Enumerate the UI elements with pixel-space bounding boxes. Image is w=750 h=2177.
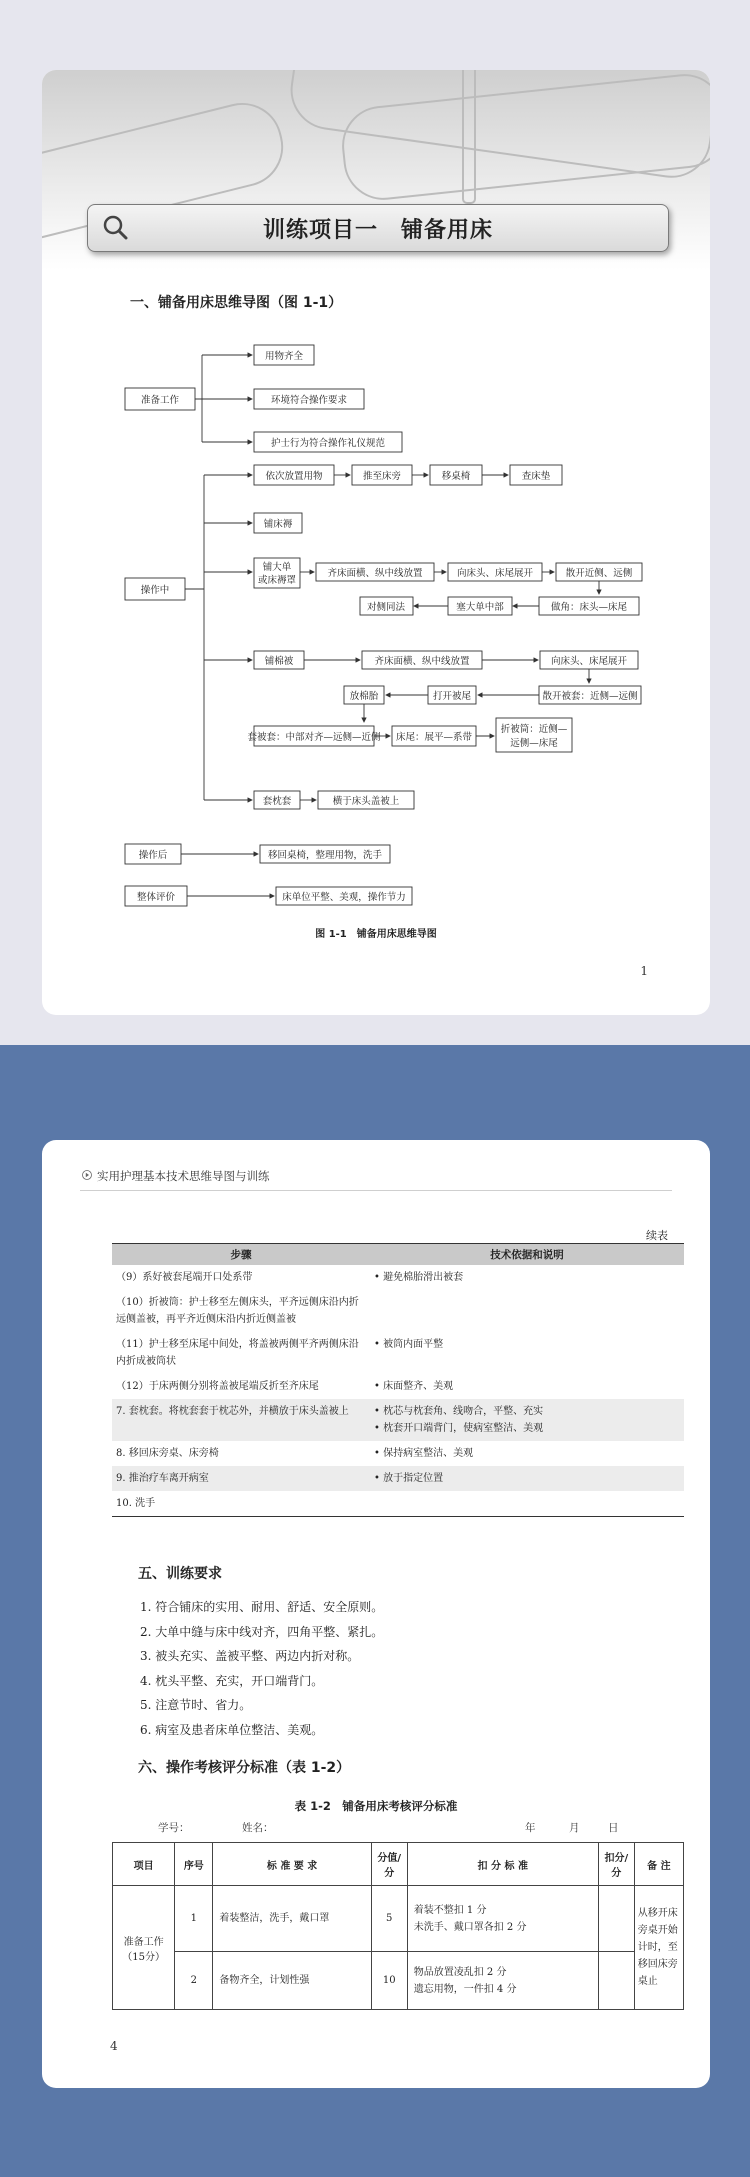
note-cell: 从移开床旁桌开始计时，至移回床旁桌止 <box>634 1886 683 2010</box>
list-item: 4. 枕头平整、充实，开口端背门。 <box>140 1673 324 1688</box>
score-header-score: 分值/分 <box>371 1843 407 1886</box>
node-prep-item-2-label: 环境符合操作要求 <box>270 395 348 406</box>
sig-month: 月 <box>569 1822 580 1834</box>
node-prep-item-1-label: 用物齐全 <box>264 351 304 362</box>
node-eval-item-label: 床单位平整、美观，操作节力 <box>282 892 406 903</box>
page-title: 训练项目一 铺备用床 <box>262 218 493 243</box>
node-r4-1-label: 做角：床头—床尾 <box>550 602 628 613</box>
page-2 <box>42 1140 710 2088</box>
list-item: 5. 注意节时、省力。 <box>140 1698 252 1712</box>
node-r3-2-label: 齐床面横、纵中线放置 <box>327 568 423 579</box>
page-number: 1 <box>640 964 648 978</box>
req-cell: 着装整洁，洗手，戴口罩 <box>213 1886 371 1952</box>
node-prep-item-3-label: 护士行为符合操作礼仪规范 <box>270 438 386 449</box>
step-cell: 7. 套枕套。将枕套套于枕芯外，并横放于床头盖被上 <box>112 1399 370 1441</box>
node-r1-1-label: 依次放置用物 <box>265 471 323 482</box>
score-header-note: 备 注 <box>634 1843 683 1886</box>
node-r3-4-label: 散开近侧、远侧 <box>565 568 633 579</box>
node-r5-2-label: 齐床面横、纵中线放置 <box>374 656 470 667</box>
steps-header-step: 步骤 <box>112 1244 370 1266</box>
list-item: 3. 被头充实、盖被平整、两边内折对称。 <box>140 1649 360 1663</box>
node-r5-1-label: 铺棉被 <box>264 656 294 667</box>
node-r7-3-label: 折被筒：近侧— <box>500 724 568 735</box>
score-header-no: 序号 <box>175 1843 213 1886</box>
node-r7-2-label: 床尾：展平—系带 <box>395 732 473 743</box>
figure-caption: 图 1-1 铺备用床思维导图 <box>315 929 437 940</box>
basis-cell <box>370 1399 684 1441</box>
table-caption: 表 1-2 铺备用床考核评分标准 <box>294 1799 458 1813</box>
node-r6-3-label: 放棉胎 <box>349 691 379 702</box>
node-r8-2-label: 横于床头盖被上 <box>332 796 400 807</box>
deduct-line: 着装不整扣 1 分 <box>413 1904 487 1916</box>
score-header-req: 标 准 要 求 <box>213 1843 371 1886</box>
basis-line: • 枕芯与枕套角、线吻合，平整、充实 <box>374 1406 544 1417</box>
table-row <box>112 1374 684 1399</box>
node-after-item-label: 移回桌椅，整理用物，洗手 <box>267 850 383 861</box>
step-cell: （9）系好被套尾端开口处系带 <box>116 1272 253 1283</box>
node-r8-1-label: 套枕套 <box>262 796 292 807</box>
no-cell: 1 <box>175 1886 213 1952</box>
page-1 <box>42 70 710 1015</box>
basis-line: • 枕套开口端背门，使病室整洁、美观 <box>374 1423 544 1434</box>
running-head: 实用护理基本技术思维导图与训练 <box>97 1169 270 1183</box>
req-cell: 备物齐全，计划性强 <box>213 1952 371 2010</box>
basis-cell: • 保持病室整洁、美观 <box>374 1448 474 1459</box>
node-during-label: 操作中 <box>140 585 170 596</box>
sig-year: 年 <box>525 1822 536 1834</box>
play-icon <box>82 1170 92 1180</box>
deduct-pts-cell <box>598 1886 634 1952</box>
deduct-line: 未洗手、戴口罩各扣 2 分 <box>413 1921 527 1933</box>
basis-cell: • 被筒内面平整 <box>374 1339 444 1350</box>
step-cell: 8. 移回床旁桌、床旁椅 <box>116 1448 219 1459</box>
score-cell: 10 <box>371 1952 407 2010</box>
score-header-project: 项目 <box>113 1843 175 1886</box>
page-number: 4 <box>110 2039 118 2053</box>
node-r2-label: 铺床褥 <box>263 519 293 530</box>
basis-cell <box>370 1491 684 1517</box>
list-item: 6. 病室及患者床单位整洁、美观。 <box>140 1722 324 1737</box>
basis-cell: • 床面整齐、美观 <box>374 1381 454 1392</box>
basis-cell: • 放于指定位置 <box>370 1466 684 1491</box>
table-row <box>112 1441 684 1466</box>
table-row <box>112 1265 684 1290</box>
running-rule <box>80 1190 672 1191</box>
deduct-line: 遗忘用物，一件扣 4 分 <box>413 1983 517 1995</box>
node-r6-1-label: 散开被套：近侧—远侧 <box>542 691 638 702</box>
mindmap-diagram <box>42 70 710 1015</box>
node-r3-1-label: 铺大单 <box>262 562 292 573</box>
score-cell: 5 <box>371 1886 407 1952</box>
steps-header-basis: 技术依据和说明 <box>370 1244 684 1266</box>
table-row <box>112 1290 684 1332</box>
node-after-label: 操作后 <box>138 850 168 861</box>
step-cell: 9. 推治疗车离开病室 <box>112 1466 370 1491</box>
section-heading-mindmap: 一、铺备用床思维导图（图 1-1） <box>130 295 343 311</box>
score-header-deduct: 扣 分 标 准 <box>407 1843 598 1886</box>
table-row <box>112 1491 684 1517</box>
node-r4-2-label: 塞大单中部 <box>456 602 504 613</box>
basis-cell <box>370 1290 684 1332</box>
deduct-line: 物品放置凌乱扣 2 分 <box>413 1966 507 1978</box>
score-header-deduct-pts: 扣分/分 <box>598 1843 634 1886</box>
deduct-pts-cell <box>598 1952 634 2010</box>
project-cell: 准备工作（15分） <box>113 1886 175 2010</box>
section-heading-requirements: 五、训练要求 <box>138 1566 222 1582</box>
steps-table <box>112 1243 684 1517</box>
sig-name: 姓名： <box>242 1822 274 1834</box>
basis-cell: • 避免棉胎滑出被套 <box>374 1272 464 1283</box>
node-r3-1-label-b: 或床褥罩 <box>257 575 297 586</box>
step-cell: （10）折被筒：护士移至左侧床头，平齐远侧床沿内折远侧盖被，再平齐近侧床沿内折近侧盖被 <box>116 1297 359 1325</box>
node-r5-3-label: 向床头、床尾展开 <box>550 656 628 667</box>
step-cell: （11）护士移至床尾中间处，将盖被两侧平齐两侧床沿内折成被筒状 <box>116 1339 359 1367</box>
deduct-cell <box>407 1952 598 2010</box>
step-cell: 10. 洗手 <box>112 1491 370 1517</box>
list-item: 1. 符合铺床的实用、耐用、舒适、安全原则。 <box>140 1600 384 1614</box>
section-heading-scoring: 六、操作考核评分标准（表 1-2） <box>138 1760 351 1776</box>
sig-day: 日 <box>608 1822 619 1834</box>
sig-id: 学号： <box>158 1822 190 1834</box>
node-r7-3-label-b: 远侧—床尾 <box>510 738 558 749</box>
score-table <box>112 1842 684 2010</box>
node-r7-1-label: 套被套：中部对齐—远侧—近侧 <box>247 732 381 743</box>
table-row <box>113 1952 684 2010</box>
node-r1-3-label: 移桌椅 <box>441 471 471 482</box>
continued-label: 续表 <box>646 1229 668 1242</box>
list-item: 2. 大单中缝与床中线对齐，四角平整、紧扎。 <box>140 1624 384 1639</box>
node-r1-2-label: 推至床旁 <box>362 471 402 482</box>
table-row <box>113 1886 684 1952</box>
node-prep-label: 准备工作 <box>140 395 180 406</box>
table-row <box>112 1399 684 1441</box>
deduct-cell <box>407 1886 598 1952</box>
node-r3-3-label: 向床头、床尾展开 <box>456 568 534 579</box>
node-r1-4-label: 查床垫 <box>521 471 551 482</box>
table-row <box>112 1332 684 1374</box>
node-r4-3-label: 对侧同法 <box>366 602 406 613</box>
node-r6-2-label: 打开被尾 <box>432 691 472 702</box>
requirements-list <box>140 1595 383 1742</box>
no-cell: 2 <box>175 1952 213 2010</box>
table-row <box>112 1466 684 1491</box>
step-cell: （12）于床两侧分别将盖被尾端反折至齐床尾 <box>116 1381 319 1392</box>
node-eval-label: 整体评价 <box>136 892 176 903</box>
